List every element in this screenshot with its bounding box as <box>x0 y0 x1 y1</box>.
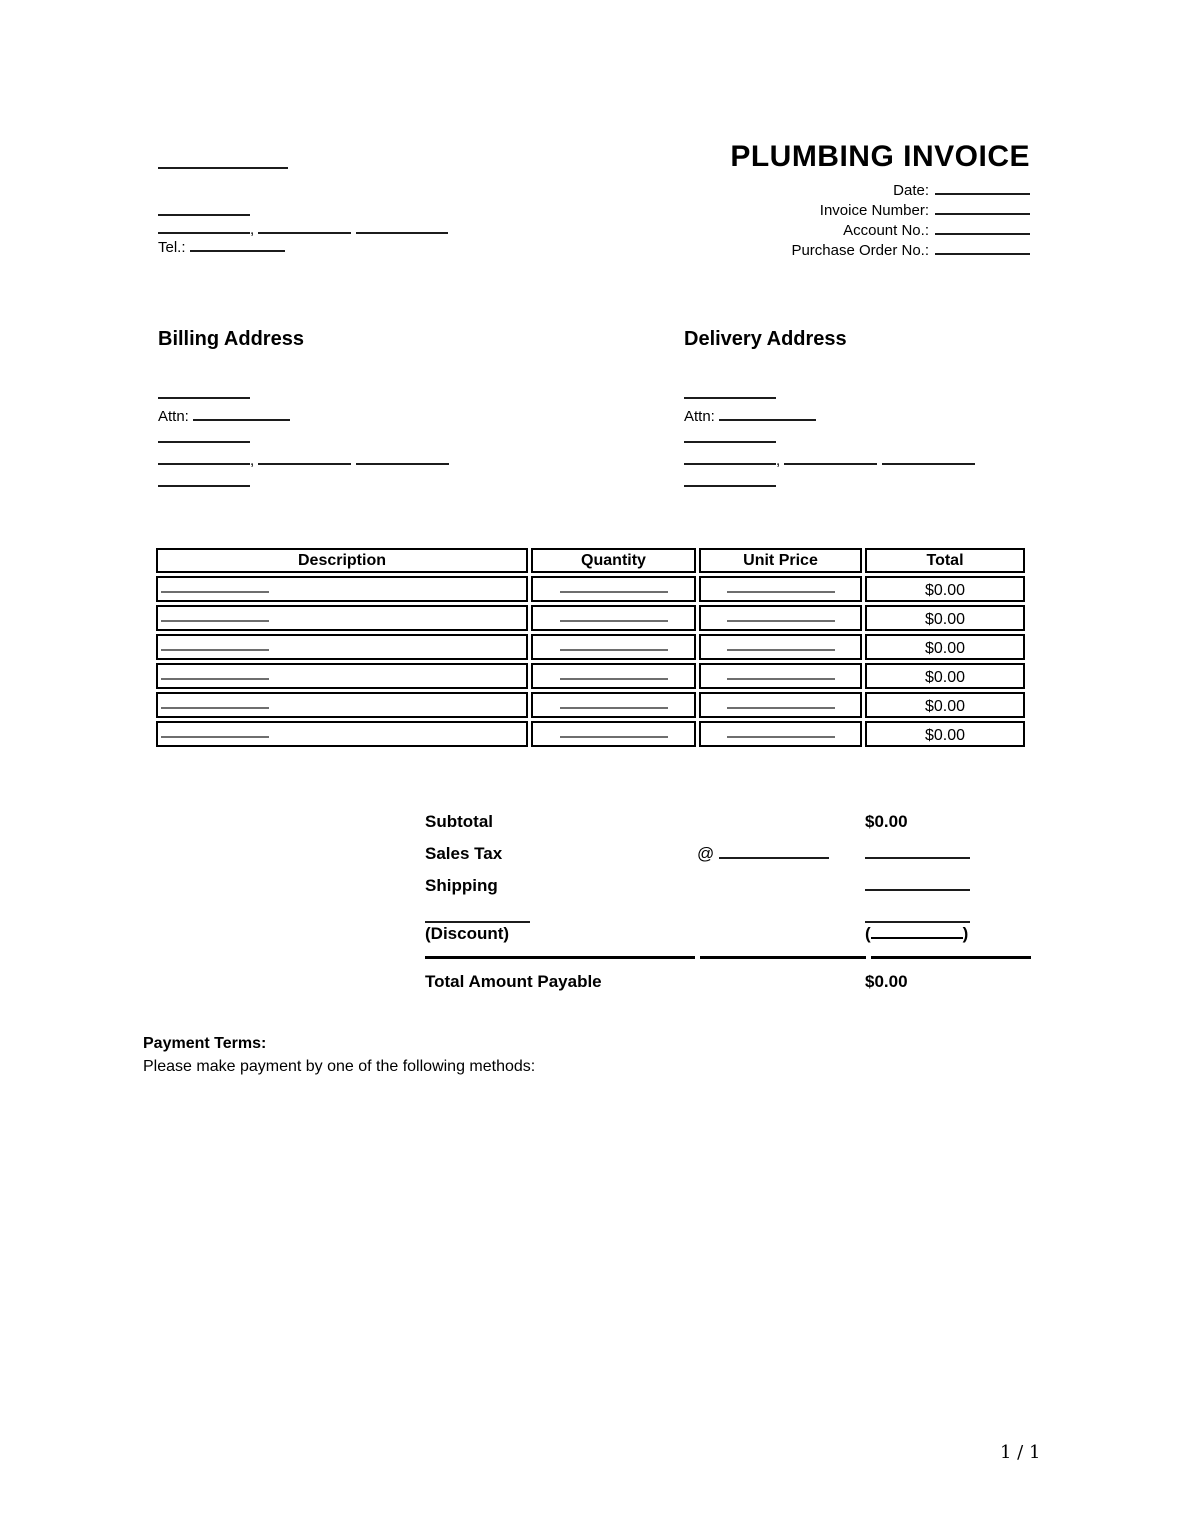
discount-upper-field[interactable] <box>865 910 970 923</box>
shipping-row <box>425 876 1031 896</box>
company-city-field[interactable] <box>158 221 250 234</box>
date-label: Date: <box>893 182 929 199</box>
payment-terms-body: Please make payment by one of the following methods: <box>143 1058 536 1075</box>
delivery-country-line <box>684 472 1124 494</box>
shipping-label: Shipping <box>425 876 498 895</box>
divider-segment <box>871 956 1031 959</box>
unit-price-cell[interactable] <box>699 692 862 718</box>
billing-city-field[interactable] <box>158 452 250 465</box>
at-symbol: @ <box>697 844 715 863</box>
table-row <box>156 721 1025 747</box>
delivery-city-field[interactable] <box>684 452 776 465</box>
delivery-street-field[interactable] <box>684 430 776 443</box>
company-block <box>158 156 448 257</box>
shipping-value-field[interactable] <box>865 878 970 891</box>
items-table <box>153 545 1028 750</box>
items-table-header-row <box>156 548 1025 573</box>
description-cell[interactable] <box>156 663 528 689</box>
billing-street-field[interactable] <box>158 430 250 443</box>
totals-divider <box>425 956 1031 959</box>
subtotal-value: $0.00 <box>865 812 908 831</box>
subtotal-row <box>425 812 1031 832</box>
close-paren: ) <box>962 924 969 943</box>
description-cell[interactable] <box>156 634 528 660</box>
billing-attn-label: Attn: <box>158 408 189 425</box>
sales-tax-value <box>865 844 1031 864</box>
invoice-number-label: Invoice Number: <box>819 202 929 219</box>
unit-price-cell[interactable] <box>699 576 862 602</box>
description-field[interactable] <box>161 675 269 680</box>
comma-separator: , <box>776 452 781 469</box>
description-column-header: Description <box>156 548 528 573</box>
billing-address-section <box>158 328 598 494</box>
billing-attn-field[interactable] <box>193 408 290 421</box>
delivery-address-heading: Delivery Address <box>684 328 847 350</box>
invoice-number-field[interactable] <box>935 202 1030 215</box>
description-cell[interactable] <box>156 605 528 631</box>
billing-state-field[interactable] <box>258 452 351 465</box>
sales-tax-row <box>425 844 1031 864</box>
company-city-line <box>158 221 448 239</box>
quantity-cell[interactable] <box>531 663 696 689</box>
company-name-line <box>158 156 448 174</box>
quantity-cell[interactable] <box>531 576 696 602</box>
total-column-header: Total <box>865 548 1025 573</box>
sales-tax-rate-field[interactable] <box>719 846 829 859</box>
billing-country-field[interactable] <box>158 474 250 487</box>
divider-segment <box>425 956 695 959</box>
table-row <box>156 692 1025 718</box>
delivery-name-field[interactable] <box>684 386 776 399</box>
description-cell[interactable] <box>156 692 528 718</box>
company-tel-line <box>158 239 448 257</box>
table-row <box>156 605 1025 631</box>
quantity-cell[interactable] <box>531 721 696 747</box>
quantity-column-header: Quantity <box>531 548 696 573</box>
delivery-country-field[interactable] <box>684 474 776 487</box>
delivery-attn-field[interactable] <box>719 408 816 421</box>
unit-price-cell[interactable] <box>699 663 862 689</box>
quantity-field[interactable] <box>560 646 668 651</box>
payment-terms-heading: Payment Terms: <box>143 1035 267 1052</box>
company-state-field[interactable] <box>258 221 351 234</box>
quantity-field[interactable] <box>560 733 668 738</box>
purchase-order-field[interactable] <box>935 242 1030 255</box>
total-cell: $0.00 <box>865 663 1025 689</box>
delivery-attn-label: Attn: <box>684 408 715 425</box>
delivery-name-line <box>684 384 1124 406</box>
open-paren: ( <box>865 924 871 943</box>
tel-label: Tel.: <box>158 239 186 256</box>
sales-tax-rate <box>697 844 865 864</box>
unit-price-cell[interactable] <box>699 721 862 747</box>
total-cell: $0.00 <box>865 605 1025 631</box>
unit-price-field[interactable] <box>727 733 835 738</box>
billing-name-line <box>158 384 598 406</box>
delivery-address-section <box>684 328 1124 494</box>
table-row <box>156 634 1025 660</box>
total-payable-label: Total Amount Payable <box>425 972 602 991</box>
unit-price-field[interactable] <box>727 588 835 593</box>
divider-segment <box>700 956 866 959</box>
unit-price-column-header: Unit Price <box>699 548 862 573</box>
page-number: 1 / 1 <box>1000 1442 1041 1463</box>
date-field[interactable] <box>935 182 1030 195</box>
unit-price-cell[interactable] <box>699 634 862 660</box>
discount-label: (Discount) <box>425 924 510 943</box>
total-cell: $0.00 <box>865 721 1025 747</box>
delivery-street-line <box>684 428 1124 450</box>
billing-country-line <box>158 472 598 494</box>
table-row <box>156 576 1025 602</box>
payment-terms-section <box>143 1032 535 1078</box>
sales-tax-value-field[interactable] <box>865 846 970 859</box>
account-number-label: Account No.: <box>843 222 929 239</box>
description-field[interactable] <box>161 733 269 738</box>
sales-tax-label: Sales Tax <box>425 844 503 863</box>
invoice-number-line <box>630 201 1030 221</box>
description-cell[interactable] <box>156 576 528 602</box>
company-zip-field[interactable] <box>356 221 448 234</box>
delivery-city-line <box>684 450 1124 472</box>
discount-blank-row <box>425 908 1031 923</box>
shipping-value <box>865 876 1031 896</box>
subtotal-label: Subtotal <box>425 812 493 831</box>
delivery-attn-line <box>684 406 1124 428</box>
company-street-line <box>158 203 448 221</box>
unit-price-field[interactable] <box>727 646 835 651</box>
quantity-field[interactable] <box>560 617 668 622</box>
quantity-cell[interactable] <box>531 692 696 718</box>
quantity-cell[interactable] <box>531 605 696 631</box>
purchase-order-line <box>630 241 1030 261</box>
discount-value <box>865 924 1031 944</box>
billing-street-line <box>158 428 598 450</box>
discount-row <box>425 924 1031 944</box>
description-field[interactable] <box>161 704 269 709</box>
unit-price-field[interactable] <box>727 617 835 622</box>
billing-address-heading: Billing Address <box>158 328 304 350</box>
delivery-state-field[interactable] <box>784 452 877 465</box>
quantity-field[interactable] <box>560 588 668 593</box>
total-payable-row <box>425 972 1031 992</box>
company-tel-field[interactable] <box>190 239 285 252</box>
billing-city-line <box>158 450 598 472</box>
unit-price-field[interactable] <box>727 704 835 709</box>
total-payable-value: $0.00 <box>865 972 908 991</box>
description-cell[interactable] <box>156 721 528 747</box>
company-street-field[interactable] <box>158 203 250 216</box>
header-right <box>630 140 1030 261</box>
comma-separator: , <box>250 452 255 469</box>
unit-price-field[interactable] <box>727 675 835 680</box>
total-cell: $0.00 <box>865 634 1025 660</box>
quantity-field[interactable] <box>560 704 668 709</box>
delivery-zip-field[interactable] <box>882 452 975 465</box>
description-field[interactable] <box>161 646 269 651</box>
company-name-field[interactable] <box>158 156 288 169</box>
quantity-field[interactable] <box>560 675 668 680</box>
unit-price-cell[interactable] <box>699 605 862 631</box>
billing-name-field[interactable] <box>158 386 250 399</box>
table-row <box>156 663 1025 689</box>
quantity-cell[interactable] <box>531 634 696 660</box>
total-cell: $0.00 <box>865 692 1025 718</box>
totals-section <box>425 812 1031 1004</box>
description-field[interactable] <box>161 617 269 622</box>
billing-zip-field[interactable] <box>356 452 449 465</box>
total-cell: $0.00 <box>865 576 1025 602</box>
discount-name-field[interactable] <box>425 910 530 923</box>
account-number-field[interactable] <box>935 222 1030 235</box>
date-line <box>630 181 1030 201</box>
page-title: PLUMBING INVOICE <box>730 140 1030 173</box>
purchase-order-label: Purchase Order No.: <box>791 242 929 259</box>
discount-value-field[interactable] <box>871 926 963 939</box>
account-number-line <box>630 221 1030 241</box>
comma-separator: , <box>250 221 255 238</box>
description-field[interactable] <box>161 588 269 593</box>
billing-attn-line <box>158 406 598 428</box>
